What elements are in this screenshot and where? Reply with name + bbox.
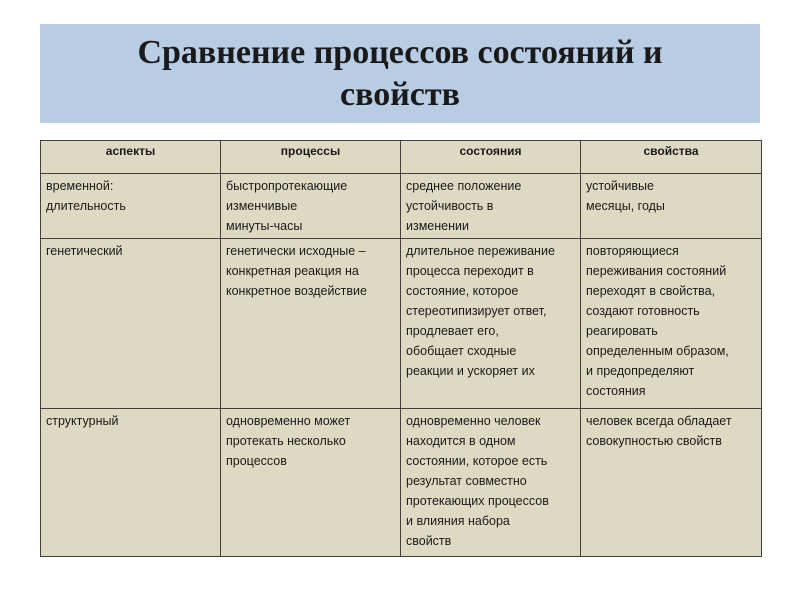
title-banner <box>40 24 760 123</box>
header-aspects: аспекты <box>41 141 221 174</box>
table-cell: длительное переживание процесса переходит в состояние, которое стереотипизирует ответ, продлевает его, обобщает сходные реакции и ускоряет их <box>401 239 581 409</box>
header-properties: свойства <box>581 141 762 174</box>
table-header-row <box>41 141 762 174</box>
table-cell: временной: длительность <box>41 174 221 239</box>
table-cell: генетический <box>41 239 221 409</box>
header-states: состояния <box>401 141 581 174</box>
table-cell: генетически исходные – конкретная реакция на конкретное воздействие <box>221 239 401 409</box>
header-processes: процессы <box>221 141 401 174</box>
table-cell: устойчивые месяцы, годы <box>581 174 762 239</box>
comparison-table <box>40 140 762 557</box>
table-cell: среднее положение устойчивость в изменении <box>401 174 581 239</box>
table-cell: быстропротекающие изменчивые минуты-часы <box>221 174 401 239</box>
table-cell: структурный <box>41 409 221 557</box>
table-row <box>41 239 762 409</box>
table-row <box>41 409 762 557</box>
table-row <box>41 174 762 239</box>
table-cell: одновременно может протекать несколько процессов <box>221 409 401 557</box>
table-cell: человек всегда обладает совокупностью свойств <box>581 409 762 557</box>
table-cell: одновременно человек находится в одном состоянии, которое есть результат совместно протекающих процессов и влияния набора свойств <box>401 409 581 557</box>
slide-title: Сравнение процессов состояний и свойств <box>137 33 663 113</box>
table-cell: повторяющиеся переживания состояний переходят в свойства, создают готовность реагировать определенным образом, и предопределяют состояния <box>581 239 762 409</box>
